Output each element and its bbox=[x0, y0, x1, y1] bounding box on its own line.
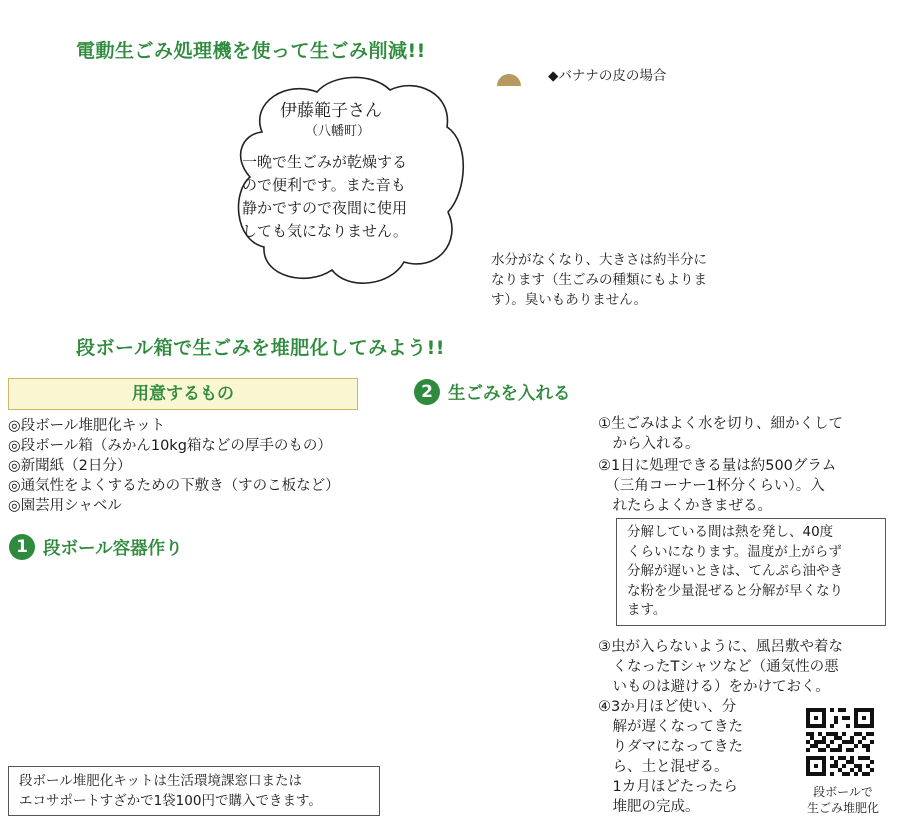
text-line: 段ボール堆肥化キットは生活環境課窓口または bbox=[19, 773, 302, 789]
text-line: ③虫が入らないように、風呂敷や着な bbox=[598, 639, 843, 655]
text-line: 1カ月ほどたったら bbox=[598, 779, 738, 795]
text-line: 分解している間は熱を発し、40度 bbox=[627, 524, 834, 540]
text-line: ①生ごみはよく水を切り、細かくして bbox=[598, 416, 843, 432]
list-item: ◎園芸用シャベル bbox=[8, 498, 122, 514]
text-line: エコサポートすざかで1袋100円で購入できます。 bbox=[19, 793, 322, 809]
text-line: くらいになります。温度が上がらず bbox=[627, 543, 842, 560]
text-line: な粉を少量混ぜると分解が早くなり bbox=[627, 582, 843, 599]
text-line: から入れる。 bbox=[598, 436, 700, 452]
testimonial-body bbox=[242, 151, 408, 243]
list-item: ◎段ボール箱（みかん10kg箱などの厚手のもの） bbox=[8, 438, 332, 454]
list-item: ◎段ボール堆肥化キット bbox=[8, 418, 166, 434]
step-number-badge: 1 bbox=[9, 534, 35, 560]
prep-list bbox=[8, 416, 340, 516]
testimonial-line: ので便利です。また音も bbox=[242, 176, 406, 194]
text-line: （三角コーナー1杯分くらい）。入 bbox=[598, 478, 825, 494]
text-line: ②1日に処理できる量は約500グラム bbox=[598, 458, 837, 474]
text-line: れたらよくかきまぜる。 bbox=[598, 498, 772, 514]
text-line: ④3か月ほど使い、分 bbox=[598, 699, 737, 715]
step2-item-4 bbox=[598, 697, 743, 817]
prep-heading: 用意するもの bbox=[8, 378, 358, 410]
step2-item-1 bbox=[598, 414, 843, 454]
step-number-badge: 2 bbox=[414, 379, 440, 405]
text-line: 生ごみ堆肥化 bbox=[806, 801, 879, 815]
text-line: ます。 bbox=[627, 602, 667, 618]
testimonial-line: 一晩で生ごみが乾燥する bbox=[242, 153, 408, 171]
text-line: 分解が遅いときは、てんぷら油やき bbox=[627, 563, 843, 579]
banana-heading: ◆バナナの皮の場合 bbox=[548, 68, 667, 84]
list-item: ◎新聞紙（2日分） bbox=[8, 458, 132, 474]
heat-note-box bbox=[616, 518, 886, 626]
text-line: 段ボールで bbox=[813, 785, 873, 799]
step-title: 段ボール容器作り bbox=[43, 538, 183, 559]
section-title-compost: 段ボール箱で生ごみを堆肥化してみよう!! bbox=[76, 337, 445, 359]
banana-line: 水分がなくなり、大きさは約半分に bbox=[491, 252, 707, 268]
step2-item-3 bbox=[598, 637, 843, 697]
text-line: いものは避ける）をかけておく。 bbox=[598, 679, 830, 695]
text-line: ら、土と混ぜる。 bbox=[598, 759, 729, 775]
banana-body bbox=[491, 250, 707, 310]
banana-line: す）。臭いもありません。 bbox=[491, 292, 648, 308]
banana-photo-edge bbox=[497, 74, 521, 86]
qr-caption bbox=[794, 784, 892, 816]
testimonial-name: 伊藤範子さん bbox=[280, 101, 382, 121]
text-line: 堆肥の完成。 bbox=[598, 799, 700, 815]
testimonial-line: しても気になりません。 bbox=[242, 222, 408, 240]
step2-item-2 bbox=[598, 456, 836, 516]
page-title: 電動生ごみ処理機を使って生ごみ削減!! bbox=[76, 40, 426, 62]
qr-code-icon[interactable] bbox=[806, 708, 874, 776]
text-line: りダマになってきた bbox=[598, 739, 743, 755]
list-item: ◎通気性をよくするための下敷き（すのこ板など） bbox=[8, 478, 340, 494]
kit-notice-box bbox=[8, 766, 380, 816]
step-2-header bbox=[414, 379, 571, 405]
banana-line: なります（生ごみの種類にもよりま bbox=[491, 272, 707, 288]
testimonial-line: 静かですので夜間に使用 bbox=[242, 199, 408, 217]
text-line: くなったTシャツなど（通気性の悪 bbox=[598, 659, 839, 675]
step-1-header bbox=[9, 534, 183, 560]
text-line: 解が遅くなってきた bbox=[598, 719, 743, 735]
testimonial-place: （八幡町） bbox=[305, 124, 371, 139]
step-title: 生ごみを入れる bbox=[448, 383, 571, 404]
